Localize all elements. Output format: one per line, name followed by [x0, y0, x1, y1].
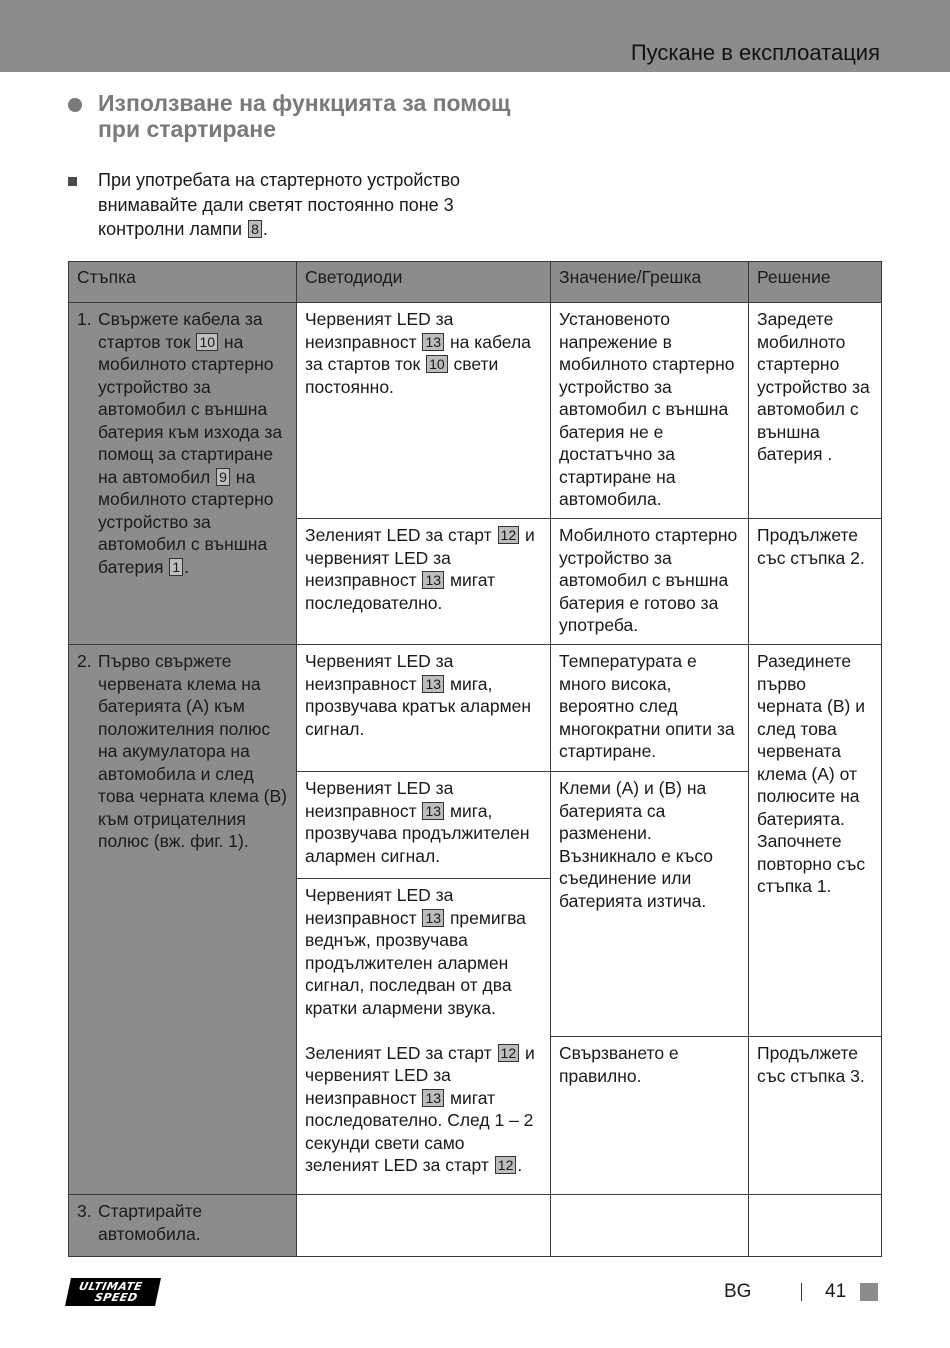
led-cell: Червеният LED за неизправност 13 премигва веднъж, прозвучава продължителен алармен сигнал, последван от два кратки алармени звука.: [297, 879, 551, 1037]
table-header-row: [69, 262, 882, 303]
page-number: 41: [825, 1281, 847, 1302]
footer-square-icon: [860, 1283, 878, 1301]
section-title: Използване на функцията за помощ при стартиране: [98, 90, 511, 142]
page-header-title: Пускане в експлоатация: [630, 40, 880, 65]
led-cell: Червеният LED за неизправност 13 на кабела за стартов ток 10 свети постоянно.: [297, 303, 551, 519]
table-row: [69, 1195, 882, 1257]
square-bullet-icon: [68, 177, 77, 186]
step-cell: [69, 645, 297, 1195]
meaning-cell: Мобилното стартерно устройство за автомобил с външна батерия е готово за употреба.: [551, 519, 749, 645]
meaning-cell: Установеното напрежение в мобилното стартерно устройство за автомобил с външна батерия не е достатъчно за стартиране на автомобила.: [551, 303, 749, 519]
note-text: При употребата на стартерното устройство внимавайте дали светят постоянно поне 3 контролни лампи 8 .: [98, 170, 461, 239]
col-header-leds: Светодиоди: [297, 262, 551, 303]
led-cell: Червеният LED за неизправност 13 мига, прозвучава кратък алармен сигнал.: [297, 645, 551, 772]
step-cell: [69, 1195, 297, 1257]
ref-badge: 10: [426, 355, 448, 373]
led-cell: Червеният LED за неизправност 13 мига, прозвучава продължителен алармен сигнал.: [297, 772, 551, 879]
meaning-cell: Температурата е много висока, вероятно след многократни опити за стартиране.: [551, 645, 749, 772]
ref-badge: 13: [422, 571, 444, 589]
led-cell: [297, 1195, 551, 1257]
step-text: Стартирайте автомобила.: [98, 1201, 203, 1244]
logo-line2: SPEED: [93, 1291, 139, 1304]
step-number: 2.: [77, 651, 92, 671]
table-row: [69, 645, 882, 772]
step-number: 1.: [77, 309, 92, 329]
ref-badge: 10: [196, 333, 218, 351]
ref-badge: 12: [498, 526, 520, 544]
ref-badge: 13: [422, 909, 444, 927]
ref-badge: 13: [422, 675, 444, 693]
ref-badge: 13: [422, 333, 444, 351]
solution-cell: [749, 1195, 882, 1257]
ref-badge: 8: [248, 220, 262, 238]
meaning-cell: Клеми (A) и (B) на батерията са разменени. Възникнало е късо съединение или батерията изтича.: [551, 772, 749, 1037]
meaning-cell: [551, 1195, 749, 1257]
col-header-meaning: Значение/Грешка: [551, 262, 749, 303]
solution-cell: Разединете първо черната (B) и след това червената клема (A) от полюсите на батерията. Започнете повторно със стъпка 1.: [749, 645, 882, 1037]
table-row: [69, 303, 882, 519]
logo-line1: ULTIMATE: [77, 1280, 144, 1293]
ref-badge: 13: [422, 1089, 444, 1107]
solution-cell: Продължете със стъпка 3.: [749, 1037, 882, 1195]
step-text: Първо свържете червената клема на батерията (A) към положителния полюс на акумулатора на автомобила и след това черната клема (B) към отрицателния полюс (вж. фиг. 1).: [98, 651, 288, 851]
step-text: Свържете кабела за стартов ток 10 на мобилното стартерно устройство за автомобил с външна батерия към изхода за помощ за стартиране на автомобил 9 на мобилното стартерно устройство за автомобил с външна батерия 1 .: [98, 309, 283, 577]
step-cell: [69, 303, 297, 645]
solution-cell: Продължете със стъпка 2.: [749, 519, 882, 645]
col-header-step: Стъпка: [69, 262, 297, 303]
ref-badge: 1: [169, 558, 183, 576]
ref-badge: 12: [498, 1044, 520, 1062]
led-cell: Зеленият LED за старт 12 и червеният LED за неизправност 13 мигат последователно. След 1 – 2 секунди свети само зеленият LED за старт 12 .: [297, 1037, 551, 1195]
col-header-solution: Решение: [749, 262, 882, 303]
brand-logo: [65, 1278, 161, 1306]
led-status-table: [68, 261, 882, 1257]
ref-badge: 12: [495, 1156, 517, 1174]
step-number: 3.: [77, 1201, 92, 1221]
ref-badge: 9: [216, 468, 230, 486]
meaning-cell: Свързването е правилно.: [551, 1037, 749, 1195]
section-bullet-icon: [68, 98, 82, 112]
led-cell: Зеленият LED за старт 12 и червеният LED за неизправност 13 мигат последователно.: [297, 519, 551, 645]
language-code: BG: [724, 1281, 752, 1302]
solution-cell: Заредете мобилното стартерно устройство за автомобил с външна батерия .: [749, 303, 882, 519]
footer-divider: [801, 1283, 802, 1301]
ref-badge: 13: [422, 802, 444, 820]
